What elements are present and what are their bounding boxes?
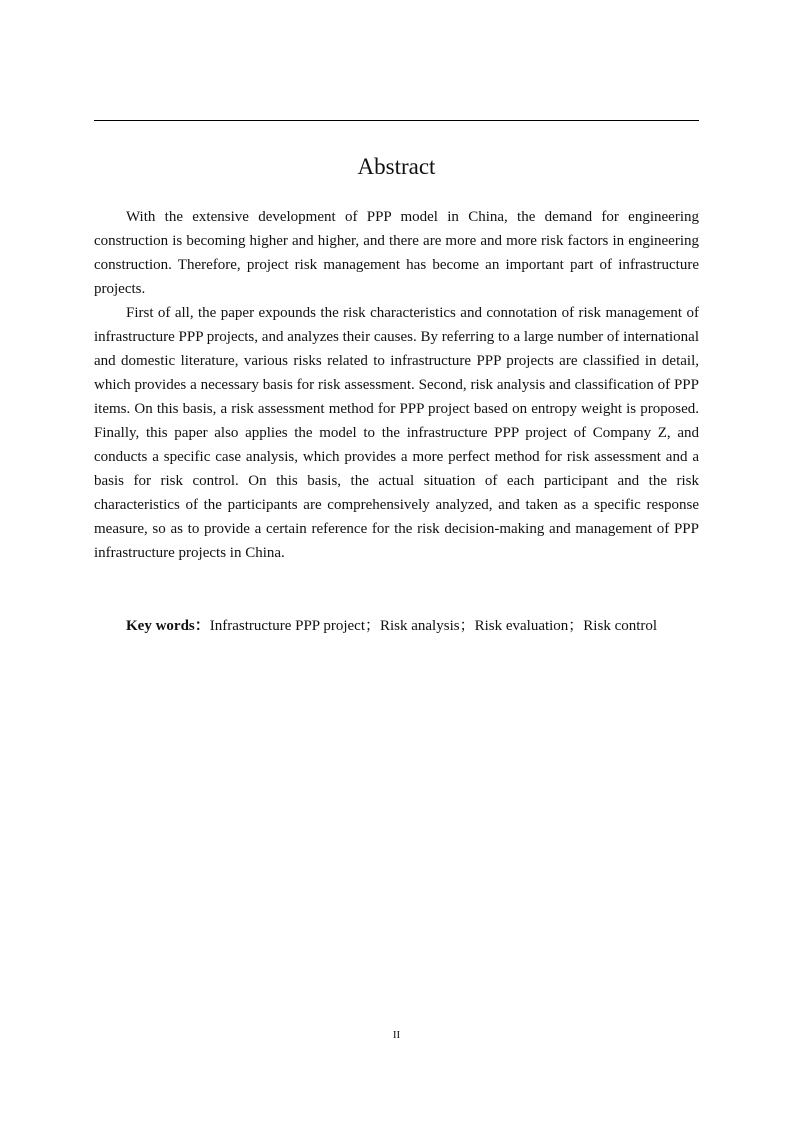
abstract-title: Abstract (357, 154, 436, 179)
keywords-list: Infrastructure PPP project；Risk analysis；Risk evaluation；Risk control (209, 618, 658, 634)
keywords-line (94, 614, 699, 638)
abstract-body (94, 205, 699, 565)
header-rule (94, 120, 699, 121)
abstract-paragraph-1: With the extensive development of PPP model in China, the demand for engineering construction is becoming higher and higher, and there are more and more risk factors in engineering construction. Therefore, project risk management has become an important part of infrastructure projects. (94, 209, 699, 297)
keywords-label: Key words： (126, 618, 210, 634)
abstract-paragraph-2: First of all, the paper expounds the risk characteristics and connotation of risk management of infrastructure PPP projects, and analyzes their causes. By referring to a large number of international and domestic literature, various risks related to infrastructure PPP projects are classified in detail, which provides a necessary basis for risk assessment. Second, risk analysis and classification of PPP items. On this basis, a risk assessment method for PPP project based on entropy weight is proposed. Finally, this paper also applies the model to the infrastructure PPP project of Company Z, and conducts a specific case analysis, which provides a more perfect method for risk assessment and a basis for risk control. On this basis, the actual situation of each participant and the risk characteristics of the participants are comprehensively analyzed, and taken as a specific response measure, so as to provide a certain reference for the risk decision-making and management of PPP infrastructure projects in China. (94, 305, 699, 561)
page-number: II (392, 1029, 401, 1041)
